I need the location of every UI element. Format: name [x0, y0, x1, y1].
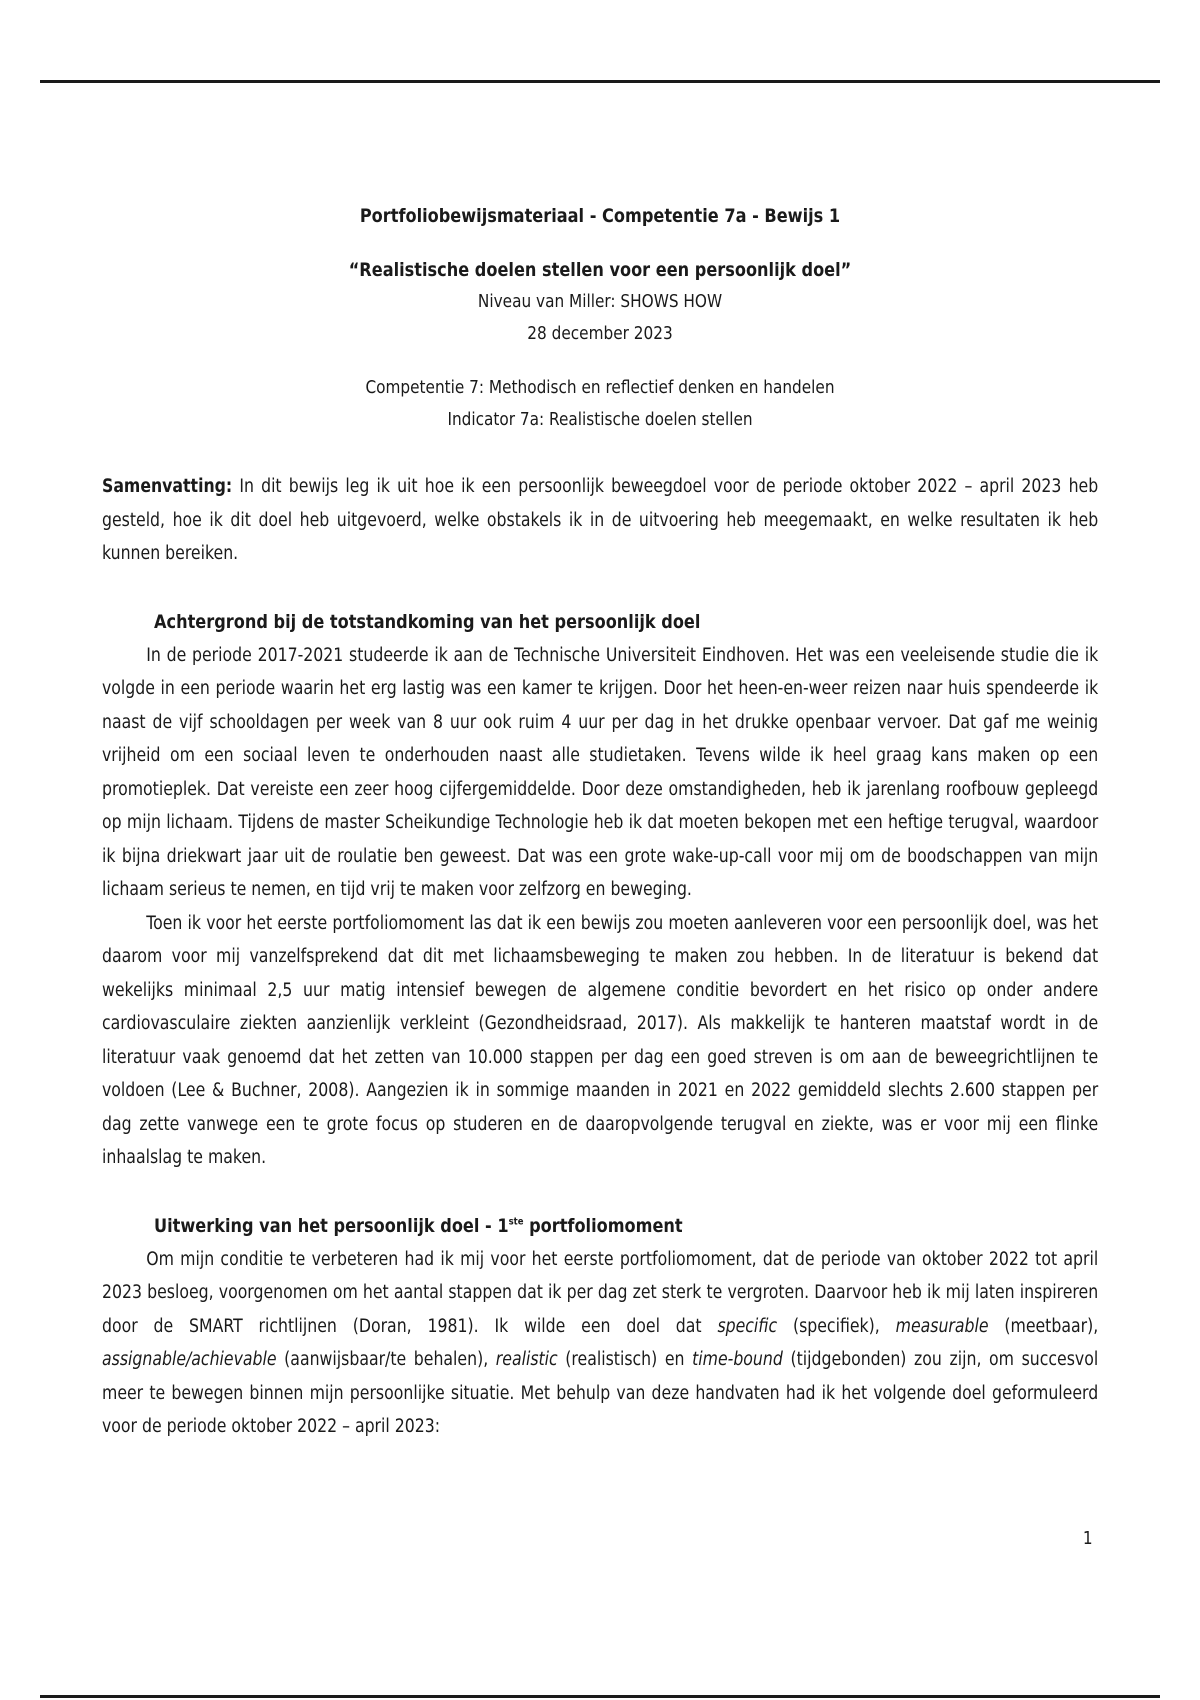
top-rule — [40, 80, 1160, 83]
term-timebound: time-bound — [692, 1349, 783, 1370]
text-run: (specifiek), — [777, 1315, 896, 1337]
term-specific: specific — [717, 1315, 778, 1337]
page-number: 1 — [1082, 1528, 1093, 1549]
indicator-line: Indicator 7a: Realistische doelen stellen — [447, 409, 753, 430]
miller-level: Niveau van Miller: SHOWS HOW — [477, 291, 723, 312]
heading-text-end: portfoliomoment — [523, 1214, 683, 1237]
document-page — [102, 200, 1098, 1444]
text-run: Om mijn conditie te verbeteren had ik mij voor het eerste portfoliomoment, dat de periode van oktober 2022 tot april 2023 besloeg, voorgenomen om het aantal stappen dat ik per dag zet sterk te vergroten. Daarvoor heb ik mij laten inspireren door de SMART richtlijnen (Doran, 1981). Ik wilde een doel dat — [102, 1248, 1099, 1337]
text-run: (tijdgebonden) zou zijn, om succesvol meer te bewegen binnen mijn persoonlijke situatie. Met behulp van deze handvaten had ik het volgende doel geformuleerd voor de periode oktober 2022 – april 2023: — [102, 1349, 1099, 1437]
document-date: 28 december 2023 — [527, 323, 673, 344]
competence-line: Competentie 7: Methodisch en reflectief denken en handelen — [365, 377, 835, 398]
title-block — [177, 200, 1024, 436]
text-run: (aanwijsbaar/te behalen), — [276, 1349, 496, 1370]
summary-text: In dit bewijs leg ik uit hoe ik een persoonlijk beweegdoel voor de periode oktober 2022 – april 2023 heb gesteld, hoe ik dit doel heb uitgevoerd, welke obstakels ik in de uitvoering heb meegemaakt, en welke resultaten ik heb kunnen bereiken. — [102, 476, 1099, 564]
summary-label: Samenvatting: — [102, 476, 233, 497]
document-title: Portfoliobewijsmateriaal - Competentie 7a - Bewijs 1 — [359, 205, 841, 227]
document-subtitle: “Realistische doelen stellen voor een persoonlijk doel” — [348, 259, 852, 281]
section-heading-background: Achtergrond bij de totstandkoming van het persoonlijk doel — [154, 610, 701, 633]
term-realistic: realistic — [495, 1349, 558, 1370]
text-run: (meetbaar), — [988, 1315, 1099, 1337]
heading-superscript: ste — [508, 1216, 524, 1228]
term-assignable: assignable/achievable — [102, 1349, 277, 1370]
heading-text: Uitwerking van het persoonlijk doel - 1 — [154, 1214, 509, 1237]
summary-paragraph — [102, 470, 1098, 571]
term-measurable: measurable — [895, 1315, 989, 1337]
text-run: (realistisch) en — [557, 1349, 693, 1370]
background-paragraph-1: In de periode 2017-2021 studeerde ik aan de Technische Universiteit Eindhoven. Het was een veeleisende studie die ik volgde in een periode waarin het erg lastig was een kamer te krijgen. Door het heen-en-weer reizen naar huis spendeerde ik naast de vijf schooldagen per week van 8 uur ook ruim 4 uur per dag in het drukke openbaar vervoer. Dat gaf me weinig vrijheid om een sociaal leven te onderhouden naast alle studietaken. Tevens wilde ik heel graag kans maken op een promotieplek. Dat vereiste een zeer hoog cijfergemiddelde. Door deze omstandigheden, heb ik jarenlang roofbouw gepleegd op mijn lichaam. Tijdens de master Scheikundige Technologie heb ik dat moeten bekopen met een heftige terugval, waardoor ik bijna driekwart jaar uit de roulatie ben geweest. Dat was een grote wake-up-call voor mij om de boodschappen van mijn lichaam serieus te nemen, en tijd vrij te maken voor zelfzorg en beweging. — [102, 644, 1099, 900]
background-paragraph-2: Toen ik voor het eerste portfoliomoment las dat ik een bewijs zou moeten aanleveren voor een persoonlijk doel, was het daarom voor mij vanzelfsprekend dat dit met lichaamsbeweging te maken zou hebben. In de literatuur is bekend dat wekelijks minimaal 2,5 uur matig intensief bewegen de algemene conditie bevordert en het risico op onder andere cardiovasculaire ziekten aanzienlijk verkleint (Gezondheidsraad, 2017). Als makkelijk te hanteren maatstaf wordt in de literatuur vaak genoemd dat het zetten van 10.000 stappen per dag een goed streven is om aan de beweegrichtlijnen te voldoen (Lee & Buchner, 2008). Aangezien ik in sommige maanden in 2021 en 2022 gemiddeld slechts 2.600 stappen per dag zette vanwege een te grote focus op studeren en de daaropvolgende terugval en ziekte, was er voor mij een flinke inhaalslag te maken. — [102, 912, 1099, 1168]
elaboration-paragraph — [102, 1243, 1098, 1444]
bottom-rule — [40, 1695, 1160, 1698]
section-heading-elaboration — [154, 1209, 956, 1243]
